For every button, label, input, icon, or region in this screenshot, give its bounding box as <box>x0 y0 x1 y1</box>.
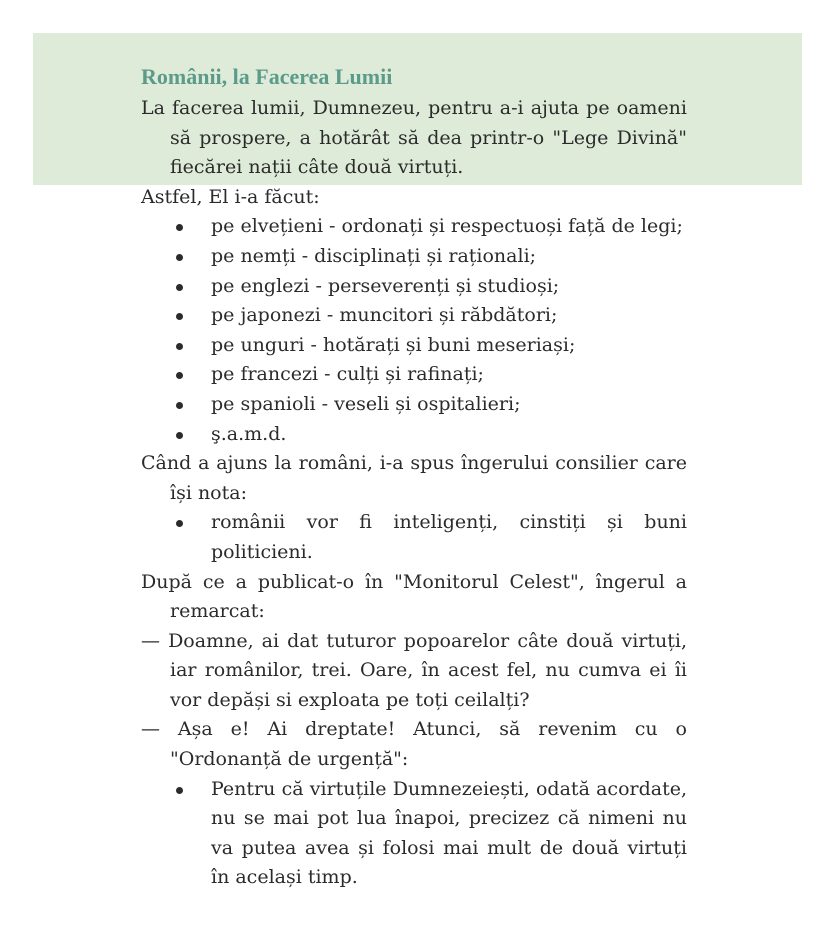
article <box>141 62 687 893</box>
final-list <box>141 775 687 893</box>
list-item: ş.a.m.d. <box>211 420 687 450</box>
bullet-icon <box>176 520 183 527</box>
dialog-line-2: — Așa e! Ai dreptate! Atunci, să revenim cu o "Ordonanță de urgență": <box>141 718 687 771</box>
bullet-icon <box>176 402 183 409</box>
bullet-icon <box>176 254 183 261</box>
bullet-icon <box>176 224 183 231</box>
list-item: pe elvețieni - ordonați și respectuoși față de legi; <box>211 212 687 242</box>
bullet-icon <box>176 313 183 320</box>
astfel-paragraph: Astfel, El i-a făcut: <box>141 185 320 208</box>
dialog-line-1: — Doamne, ai dat tuturor popoarelor câte două virtuți, iar românilor, trei. Oare, în acest fel, nu cumva ei îi vor depăși si exploata pe toți ceilalți? <box>141 629 687 711</box>
list-item: Pentru că virtuțile Dumnezeiești, odată acordate, nu se mai pot lua înapoi, precizez că nimeni nu va putea avea și folosi mai mult de două virtuți în același timp. <box>211 775 687 893</box>
cand-paragraph: Când a ajuns la români, i-a spus îngerului consilier care își nota: <box>141 452 687 504</box>
bullet-icon <box>176 787 183 794</box>
list-item: pe nemți - disciplinați și raționali; <box>211 242 687 272</box>
bullet-icon <box>176 372 183 379</box>
list-item: pe francezi - culți și rafinați; <box>211 360 687 390</box>
page-title: Românii, la Facerea Lumii <box>141 64 393 89</box>
bullet-icon <box>176 284 183 291</box>
romani-list <box>141 508 687 567</box>
intro-paragraph: La facerea lumii, Dumnezeu, pentru a-i ajuta pe oameni să prospere, a hotărât să dea printr-o "Lege Divină" fiecărei nații câte două virtuți. <box>141 97 687 179</box>
dupa-paragraph: După ce a publicat-o în "Monitorul Celest", îngerul a remarcat: <box>141 570 687 623</box>
list-item: pe unguri - hotărați și buni meseriași; <box>211 331 687 361</box>
list-item: pe englezi - perseverenți și studioși; <box>211 272 687 302</box>
bullet-icon <box>176 343 183 350</box>
bullet-icon <box>176 432 183 439</box>
list-item: românii vor fi inteligenți, cinstiți și buni politicieni. <box>211 508 687 567</box>
list-item: pe japonezi - muncitori și răbdători; <box>211 301 687 331</box>
list-item: pe spanioli - veseli și ospitalieri; <box>211 390 687 420</box>
virtues-list <box>141 212 687 449</box>
